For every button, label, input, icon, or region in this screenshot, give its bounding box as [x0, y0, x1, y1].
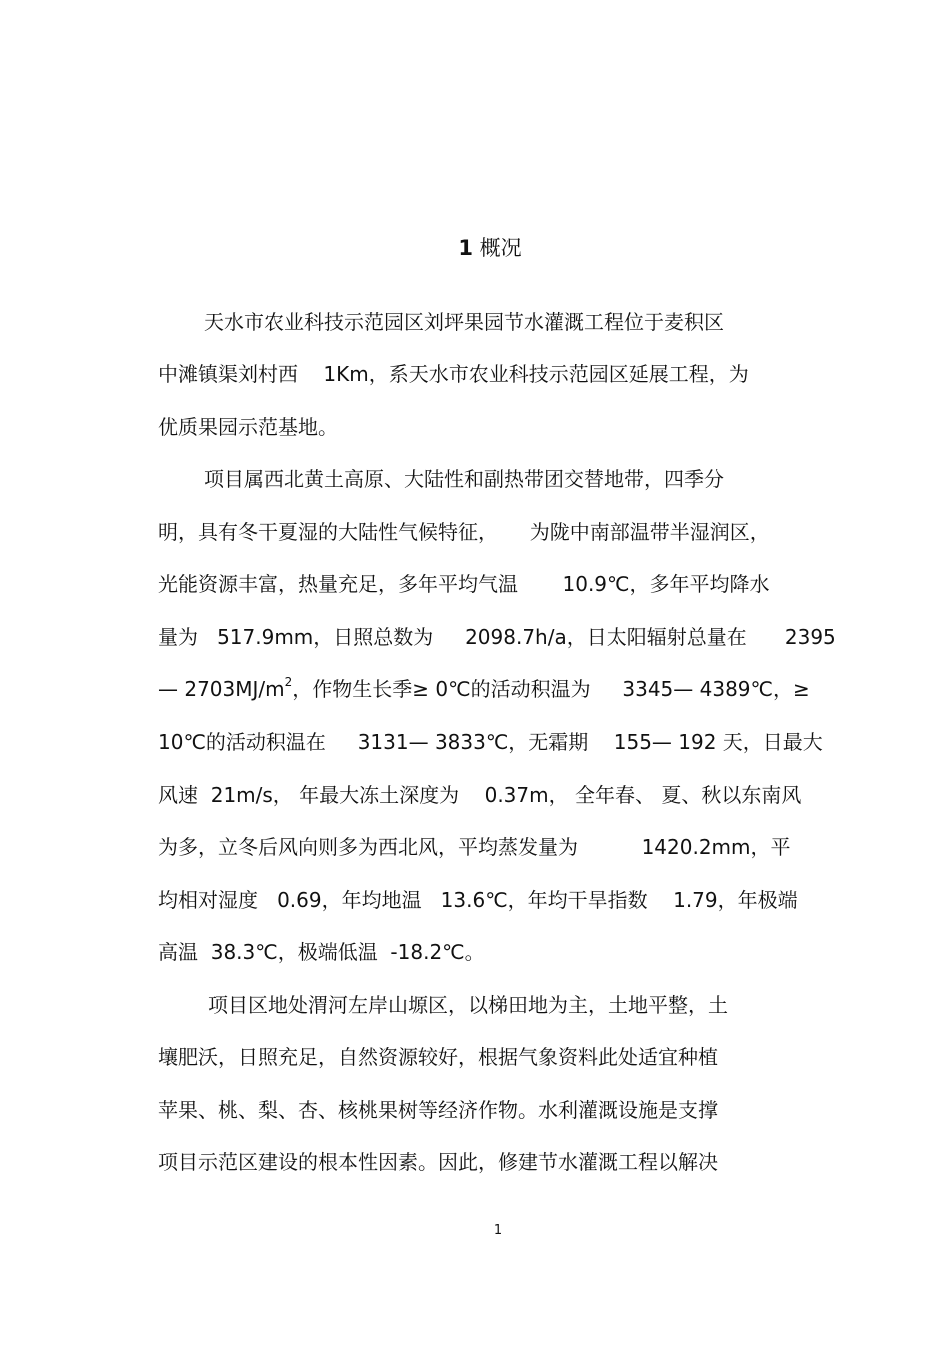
paragraph-2-line-7: 风速 21m/s， 年最大冻土深度为 0.37m， 全年春、 夏、秋以东南风	[158, 783, 802, 807]
paragraph-3-line-4: 项目示范区建设的根本性因素。因此，修建节水灌溉工程以解决	[158, 1150, 718, 1174]
paragraph-3-line-2: 壤肥沃，日照充足，自然资源较好，根据气象资料此处适宜种植	[158, 1045, 718, 1069]
paragraph-2-line-2: 明，具有冬干夏湿的大陆性气候特征， 为陇中南部温带半湿润区，	[158, 520, 770, 544]
paragraph-1-line-3: 优质果园示范基地。	[158, 415, 338, 439]
formula-text: — 2703MJ/m	[158, 677, 285, 701]
paragraph-2-line-6: 10℃的活动积温在 3131— 3833℃，无霜期 155— 192 天，日最大	[158, 730, 823, 754]
superscript: 2	[284, 675, 293, 690]
paragraph-3-line-1: 项目区地处渭河左岸山塬区，以梯田地为主，土地平整，土	[208, 993, 728, 1017]
paragraph-2-line-1: 项目属西北黄土高原、大陆性和副热带团交替地带，四季分	[204, 467, 724, 491]
paragraph-2-line-9: 均相对湿度 0.69，年均地温 13.6℃，年均干旱指数 1.79，年极端	[158, 888, 798, 912]
paragraph-2-line-8: 为多，立冬后风向则多为西北风，平均蒸发量为 1420.2mm，平	[158, 835, 791, 859]
paragraph-3-line-3: 苹果、桃、梨、杏、核桃果树等经济作物。水利灌溉设施是支撑	[158, 1098, 718, 1122]
paragraph-2-line-5	[158, 674, 810, 704]
section-heading	[0, 233, 950, 263]
formula-text-rest: ，作物生长季≥ 0℃的活动积温为 3345— 4389℃，≥	[292, 677, 810, 701]
section-number: 1	[458, 236, 473, 260]
section-title: 概况	[472, 236, 522, 260]
paragraph-2-line-4: 量为 517.9mm，日照总数为 2098.7h/a，日太阳辐射总量在 2395	[158, 625, 836, 649]
page-number: 1	[493, 1223, 503, 1238]
paragraph-2-line-10: 高温 38.3℃，极端低温 -18.2℃。	[158, 940, 485, 964]
paragraph-2-line-3: 光能资源丰富，热量充足，多年平均气温 10.9℃，多年平均降水	[158, 572, 770, 596]
paragraph-1-line-1: 天水市农业科技示范园区刘坪果园节水灌溉工程位于麦积区	[204, 310, 724, 334]
paragraph-1-line-2: 中滩镇渠刘村西 1Km，系天水市农业科技示范园区延展工程，为	[158, 362, 749, 386]
